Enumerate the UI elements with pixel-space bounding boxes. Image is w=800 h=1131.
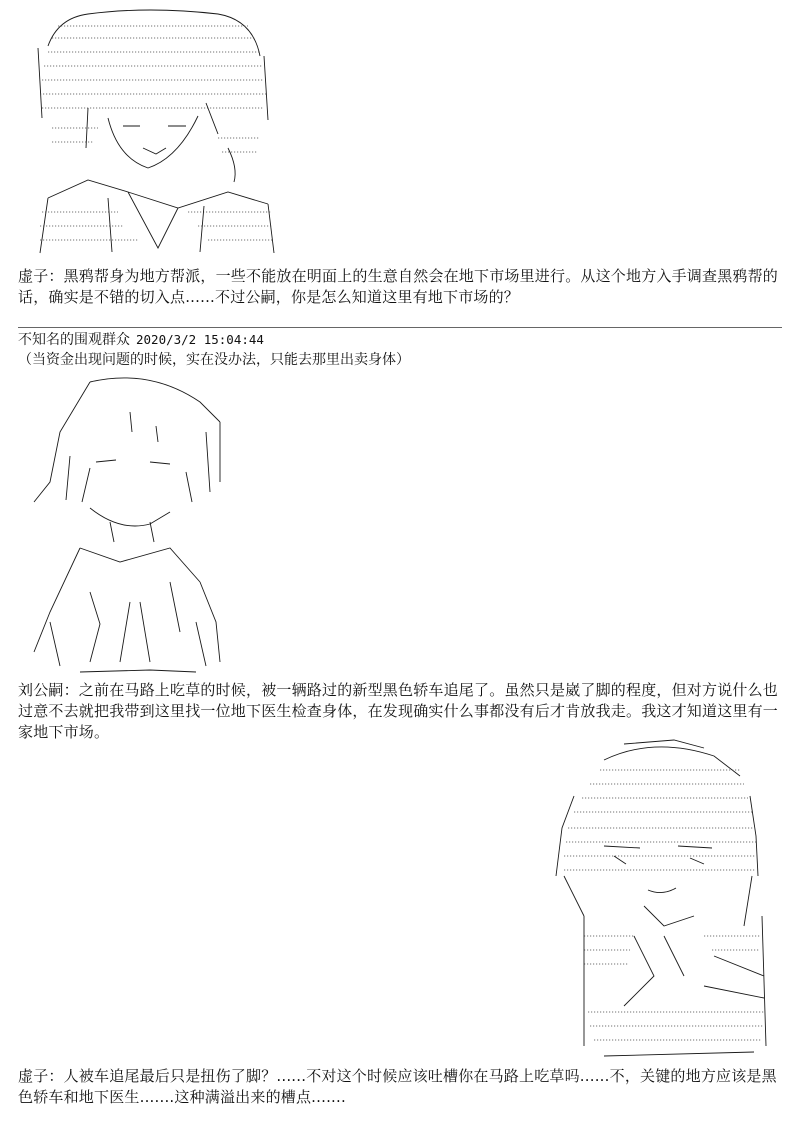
ascii-art-girl-blushing <box>544 736 774 1066</box>
ascii-art-boy-standing <box>20 372 240 677</box>
post-timestamp: 2020/3/2 15:04:44 <box>136 332 264 347</box>
post-note: （当资金出现问题的时候，实在没办法，只能去那里出卖身体） <box>18 352 410 368</box>
dialogue-line-xuzi-2: 虚子：人被车追尾最后只是扭伤了脚？......不对这个时候应该吐槽你在马路上吃草吗......不，关键的地方应该是黑色轿车和地下医生.......这种满溢出来的槽点....... <box>18 1067 777 1106</box>
post-header <box>18 331 264 350</box>
ascii-art-girl-portrait <box>28 8 278 263</box>
dialogue-line-liu: 刘公嗣：之前在马路上吃草的时候，被一辆路过的新型黑色轿车追尾了。虽然只是崴了脚的程度，但对方说什么也过意不去就把我带到这里找一位地下医生检查身体，在发现确实什么事都没有后才肯放我走。我这才知道这里有一家地下市场。 <box>18 681 779 741</box>
dialogue-line-xuzi-1: 虚子：黑鸦帮身为地方帮派，一些不能放在明面上的生意自然会在地下市场里进行。从这个地方入手调查黑鸦帮的话，确实是不错的切入点......不过公嗣，你是怎么知道这里有地下市场的？ <box>18 267 779 306</box>
post-divider <box>18 327 782 328</box>
post-author: 不知名的围观群众 <box>18 332 130 348</box>
